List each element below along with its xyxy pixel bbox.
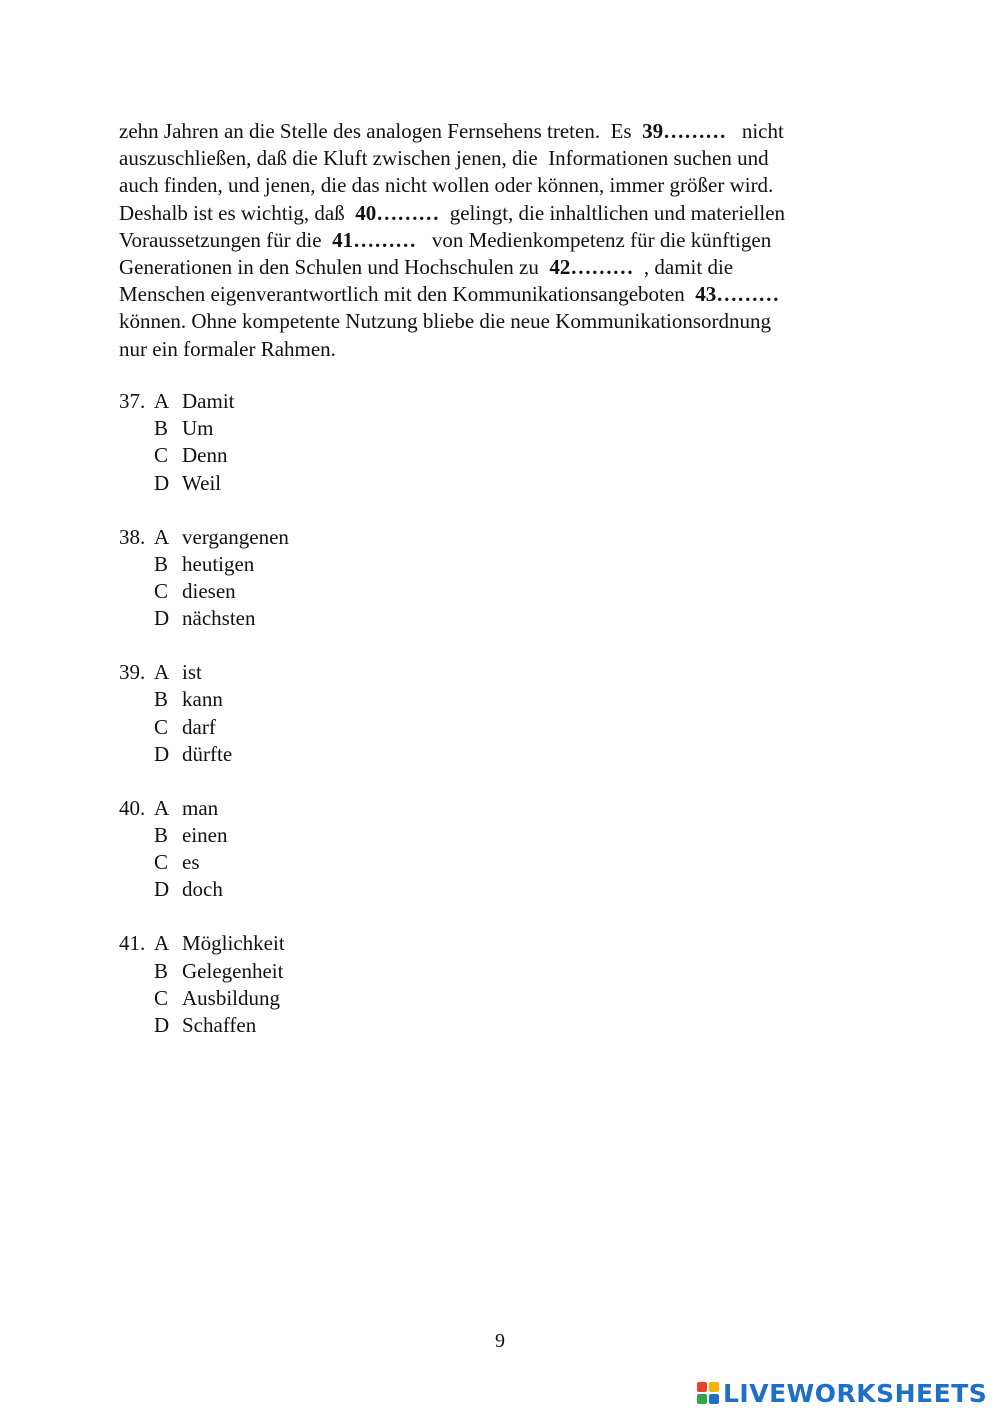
- gap-marker: 41………: [332, 227, 417, 252]
- option-d[interactable]: [119, 470, 519, 497]
- option-text: einen: [182, 823, 228, 848]
- gap-marker: 39………: [642, 119, 727, 143]
- question-number: 41.: [119, 931, 146, 956]
- logo-mark-icon: [697, 1382, 719, 1404]
- option-c[interactable]: [119, 442, 519, 469]
- option-text: darf: [182, 714, 216, 739]
- option-letter: C: [154, 443, 169, 468]
- option-letter: B: [154, 958, 169, 983]
- option-text: ist: [182, 660, 202, 685]
- gap-marker: 42………: [549, 255, 634, 280]
- option-text: nächsten: [182, 606, 256, 631]
- passage-line: nur ein formaler Rahmen.: [119, 336, 336, 361]
- option-a[interactable]: [119, 795, 519, 822]
- option-d[interactable]: [119, 876, 519, 903]
- option-a[interactable]: [119, 388, 519, 415]
- option-letter: D: [154, 606, 170, 631]
- option-letter: B: [154, 823, 169, 848]
- option-d[interactable]: [119, 605, 519, 632]
- passage-line: Voraussetzungen für die 41……… von Medienkompetenz für die künftigen: [119, 227, 772, 252]
- question-number: 39.: [119, 660, 146, 685]
- option-text: Gelegenheit: [182, 958, 284, 983]
- option-text: heutigen: [182, 551, 255, 576]
- logo-text: LIVEWORKSHEETS: [723, 1378, 988, 1408]
- option-b[interactable]: [119, 822, 519, 849]
- option-c[interactable]: [119, 849, 519, 876]
- question-list: [119, 388, 519, 1066]
- page-number: 9: [495, 1330, 505, 1352]
- option-letter: D: [154, 1013, 170, 1038]
- option-text: Möglichkeit: [182, 931, 285, 956]
- option-letter: C: [154, 850, 169, 875]
- option-letter: D: [154, 470, 170, 495]
- question-38: [119, 524, 519, 633]
- option-c[interactable]: [119, 985, 519, 1012]
- question-39: [119, 659, 519, 768]
- reading-passage: [119, 118, 879, 363]
- option-letter: D: [154, 877, 170, 902]
- logo-square: [697, 1394, 707, 1404]
- option-text: kann: [182, 687, 223, 712]
- option-text: Ausbildung: [182, 985, 281, 1010]
- option-letter: A: [154, 795, 170, 820]
- option-letter: A: [154, 389, 170, 413]
- question-number: 40.: [119, 795, 146, 820]
- question-37: [119, 388, 519, 497]
- option-text: Schaffen: [182, 1013, 257, 1038]
- logo-square: [697, 1382, 707, 1392]
- option-b[interactable]: [119, 415, 519, 442]
- option-text: doch: [182, 877, 223, 902]
- option-text: man: [182, 795, 219, 820]
- option-letter: B: [154, 416, 169, 441]
- option-c[interactable]: [119, 714, 519, 741]
- option-c[interactable]: [119, 578, 519, 605]
- option-text: Damit: [182, 389, 235, 413]
- question-number: 37.: [119, 389, 146, 413]
- option-text: vergangenen: [182, 524, 289, 549]
- question-number: 38.: [119, 524, 146, 549]
- option-letter: C: [154, 985, 169, 1010]
- option-text: diesen: [182, 579, 236, 604]
- passage-line: können. Ohne kompetente Nutzung bliebe die neue Kommunikationsordnung: [119, 309, 772, 334]
- logo-square: [709, 1394, 719, 1404]
- passage-line: Deshalb ist es wichtig, daß 40……… gelingt, die inhaltlichen und materiellen: [119, 200, 786, 225]
- option-letter: A: [154, 931, 170, 956]
- option-a[interactable]: [119, 524, 519, 551]
- option-letter: A: [154, 524, 170, 549]
- option-text: Denn: [182, 443, 228, 468]
- liveworksheets-logo[interactable]: [697, 1376, 987, 1410]
- passage-line: auszuschließen, daß die Kluft zwischen jenen, die Informationen suchen und: [119, 146, 769, 171]
- option-d[interactable]: [119, 1012, 519, 1039]
- option-a[interactable]: [119, 659, 519, 686]
- passage-line: Menschen eigenverantwortlich mit den Kommunikationsangeboten 43………: [119, 282, 780, 307]
- option-text: Weil: [182, 470, 222, 495]
- passage-line: zehn Jahren an die Stelle des analogen Fernsehens treten. Es 39……… nicht: [119, 119, 784, 143]
- option-d[interactable]: [119, 741, 519, 768]
- option-b[interactable]: [119, 551, 519, 578]
- question-41: [119, 930, 519, 1039]
- logo-square: [709, 1382, 719, 1392]
- option-letter: D: [154, 741, 170, 766]
- passage-line: Generationen in den Schulen und Hochschulen zu 42……… , damit die: [119, 255, 734, 280]
- option-b[interactable]: [119, 958, 519, 985]
- option-letter: C: [154, 579, 169, 604]
- question-40: [119, 795, 519, 904]
- gap-marker: 43………: [695, 282, 780, 307]
- option-letter: C: [154, 714, 169, 739]
- gap-marker: 40………: [355, 200, 440, 225]
- option-letter: B: [154, 551, 169, 576]
- option-text: dürfte: [182, 741, 233, 766]
- option-b[interactable]: [119, 686, 519, 713]
- passage-line: auch finden, und jenen, die das nicht wollen oder können, immer größer wird.: [119, 173, 774, 198]
- option-letter: A: [154, 660, 170, 685]
- option-text: es: [182, 850, 200, 875]
- option-text: Um: [182, 416, 214, 441]
- option-letter: B: [154, 687, 169, 712]
- option-a[interactable]: [119, 930, 519, 957]
